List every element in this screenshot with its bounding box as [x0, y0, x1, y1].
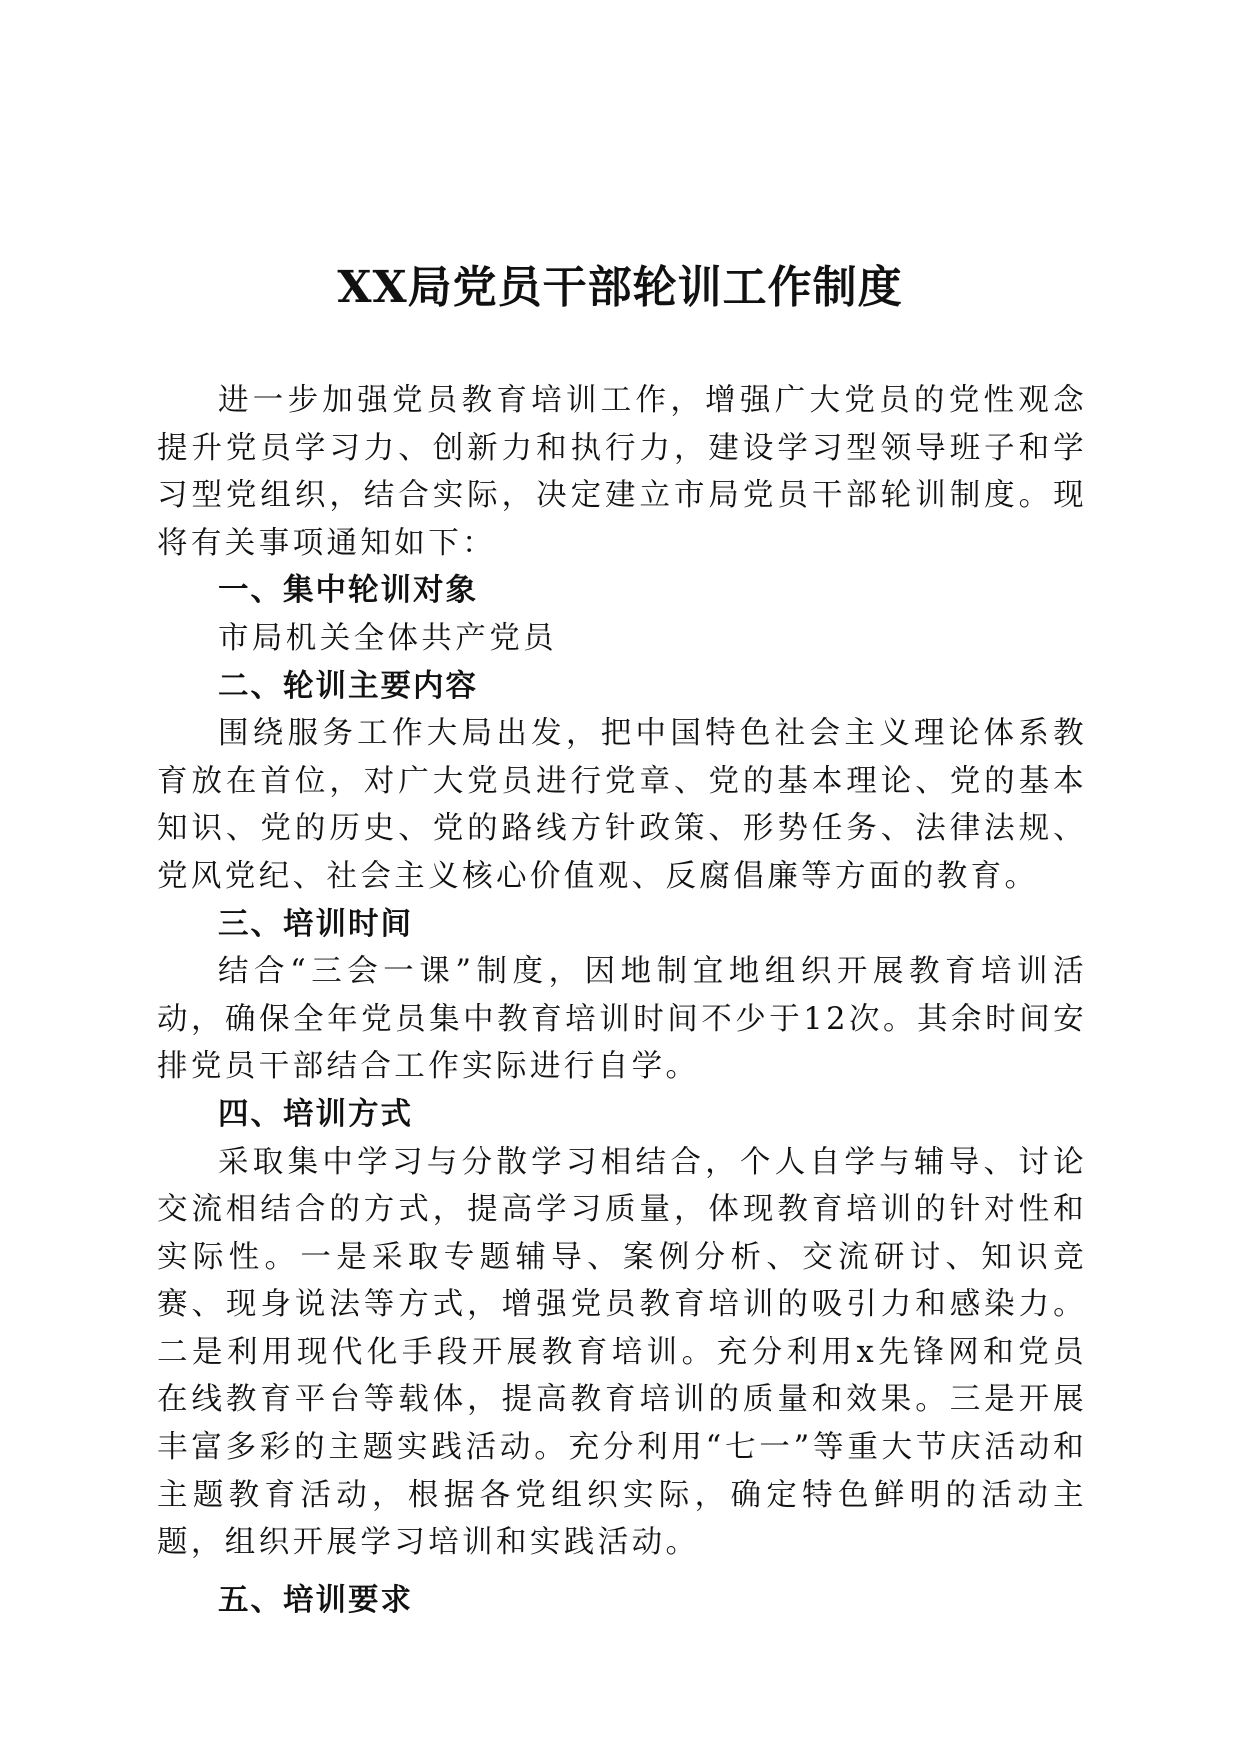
- section-body-4: 采取集中学习与分散学习相结合，个人自学与辅导、讨论交流相结合的方式，提高学习质量，体现教育培训的针对性和实际性。一是采取专题辅导、案例分析、交流研讨、知识竞赛、现身说法等方式，增强党员教育培训的吸引力和感染力。二是利用现代化手段开展教育培训。充分利用x先锋网和党员在线教育平台等载体，提高教育培训的质量和效果。三是开展丰富多彩的主题实践活动。充分利用“七一”等重大节庆活动和主题教育活动，根据各党组织实际，确定特色鲜明的活动主题，组织开展学习培训和实践活动。: [157, 1144, 1087, 1561]
- section-body-1: 市局机关全体共产党员: [218, 620, 557, 656]
- intro-paragraph: 进一步加强党员教育培训工作，增强广大党员的党性观念提升党员学习力、创新力和执行力，建设学习型领导班子和学习型党组织，结合实际，决定建立市局党员干部轮训制度。现将有关事项通知如下：: [157, 383, 1087, 561]
- section-heading-5: 五、培训要求: [218, 1582, 413, 1618]
- document-title: XX局党员干部轮训工作制度: [337, 262, 903, 313]
- section-heading-2: 二、轮训主要内容: [218, 668, 478, 704]
- document-body: [157, 377, 1087, 1624]
- section-heading-3: 三、培训时间: [218, 906, 413, 942]
- section-body-2: 围绕服务工作大局出发，把中国特色社会主义理论体系教育放在首位，对广大党员进行党章、党的基本理论、党的基本知识、党的历史、党的路线方针政策、形势任务、法律法规、党风党纪、社会主义核心价值观、反腐倡廉等方面的教育。: [157, 716, 1087, 894]
- section-body-3: 结合“三会一课”制度，因地制宜地组织开展教育培训活动，确保全年党员集中教育培训时间不少于12次。其余时间安排党员干部结合工作实际进行自学。: [157, 954, 1087, 1085]
- section-heading-1: 一、集中轮训对象: [218, 573, 478, 609]
- section-heading-4: 四、培训方式: [218, 1096, 413, 1132]
